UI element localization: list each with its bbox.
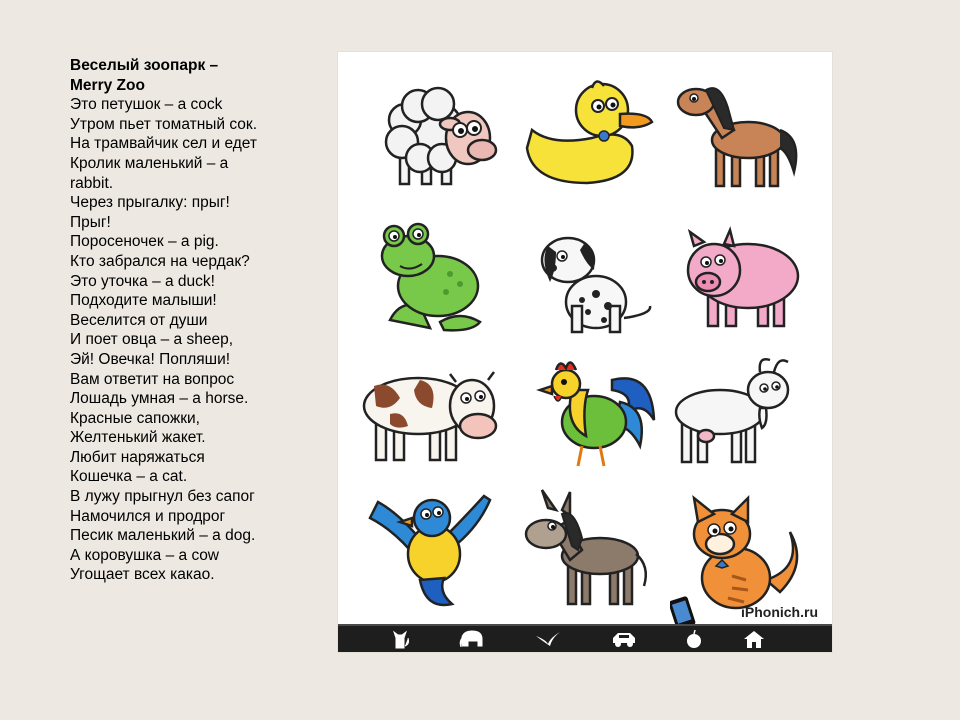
poem-line: Через прыгалку: прыг!	[70, 194, 230, 212]
car-icon[interactable]	[610, 628, 638, 650]
watermark-text: iPhonich.ru	[741, 604, 818, 620]
duck-icon	[512, 68, 662, 198]
poem-line: Желтенький жакет.	[70, 429, 206, 447]
cat-icon[interactable]	[388, 628, 416, 650]
poem-line: Намочился и продрог	[70, 507, 226, 525]
sheep-icon	[360, 68, 510, 198]
poem-line: Утром пьет томатный сок.	[70, 115, 258, 133]
poem-line: rabbit.	[70, 174, 114, 192]
pig-icon	[662, 210, 812, 340]
poem-line: Любит наряжаться	[70, 448, 205, 466]
cow-icon	[360, 350, 510, 480]
bottom-toolbar	[338, 624, 832, 652]
poem-line: Это петушок – a cock	[70, 96, 223, 114]
poem-title-line-1: Веселый зоопарк –	[70, 57, 219, 74]
poem-line: Кто забрался на чердак?	[70, 252, 250, 270]
home-icon[interactable]	[740, 628, 768, 650]
elephant-icon[interactable]	[458, 628, 486, 650]
poem-line: Эй! Овечка! Попляши!	[70, 350, 231, 368]
poem-line: Прыг!	[70, 213, 111, 231]
poem-line: Веселится от души	[70, 311, 208, 329]
poem-line: Поросеночек – a pig.	[70, 233, 219, 251]
goat-icon	[662, 350, 812, 480]
poem-line: На трамвайчик сел и едет	[70, 135, 257, 153]
poem-line: В лужу прыгнул без сапог	[70, 488, 255, 506]
animal-picture-panel	[338, 52, 832, 652]
poem-line: Вам ответит на вопрос	[70, 370, 235, 388]
animal-grid	[338, 52, 832, 628]
bird-icon	[360, 488, 510, 618]
poem-line: Красные сапожки,	[70, 409, 200, 427]
poem-line: Кролик маленький – a	[70, 154, 229, 172]
poem-line: Песик маленький – a dog.	[70, 527, 256, 545]
rooster-icon	[512, 350, 662, 480]
poem-line: А коровушка – a cow	[70, 546, 220, 564]
horse-icon	[662, 68, 812, 198]
dalmatian-icon	[512, 210, 662, 340]
apple-icon[interactable]	[680, 628, 708, 650]
poem-line: Кошечка – a cat.	[70, 468, 188, 486]
frog-icon	[360, 210, 510, 340]
poem-text	[70, 56, 340, 585]
watermark	[658, 600, 818, 626]
poem-line: И поет овца – a sheep,	[70, 331, 234, 349]
poem-line: Подходите малыши!	[70, 292, 217, 310]
donkey-icon	[512, 488, 662, 618]
poem-line: Лошадь умная – a horse.	[70, 390, 249, 408]
poem-line: Это уточка – a duck!	[70, 272, 215, 290]
poem-line: Угощает всех какао.	[70, 566, 215, 584]
poem-title-line-2: Merry Zoo	[70, 76, 145, 94]
bird-icon[interactable]	[534, 628, 562, 650]
